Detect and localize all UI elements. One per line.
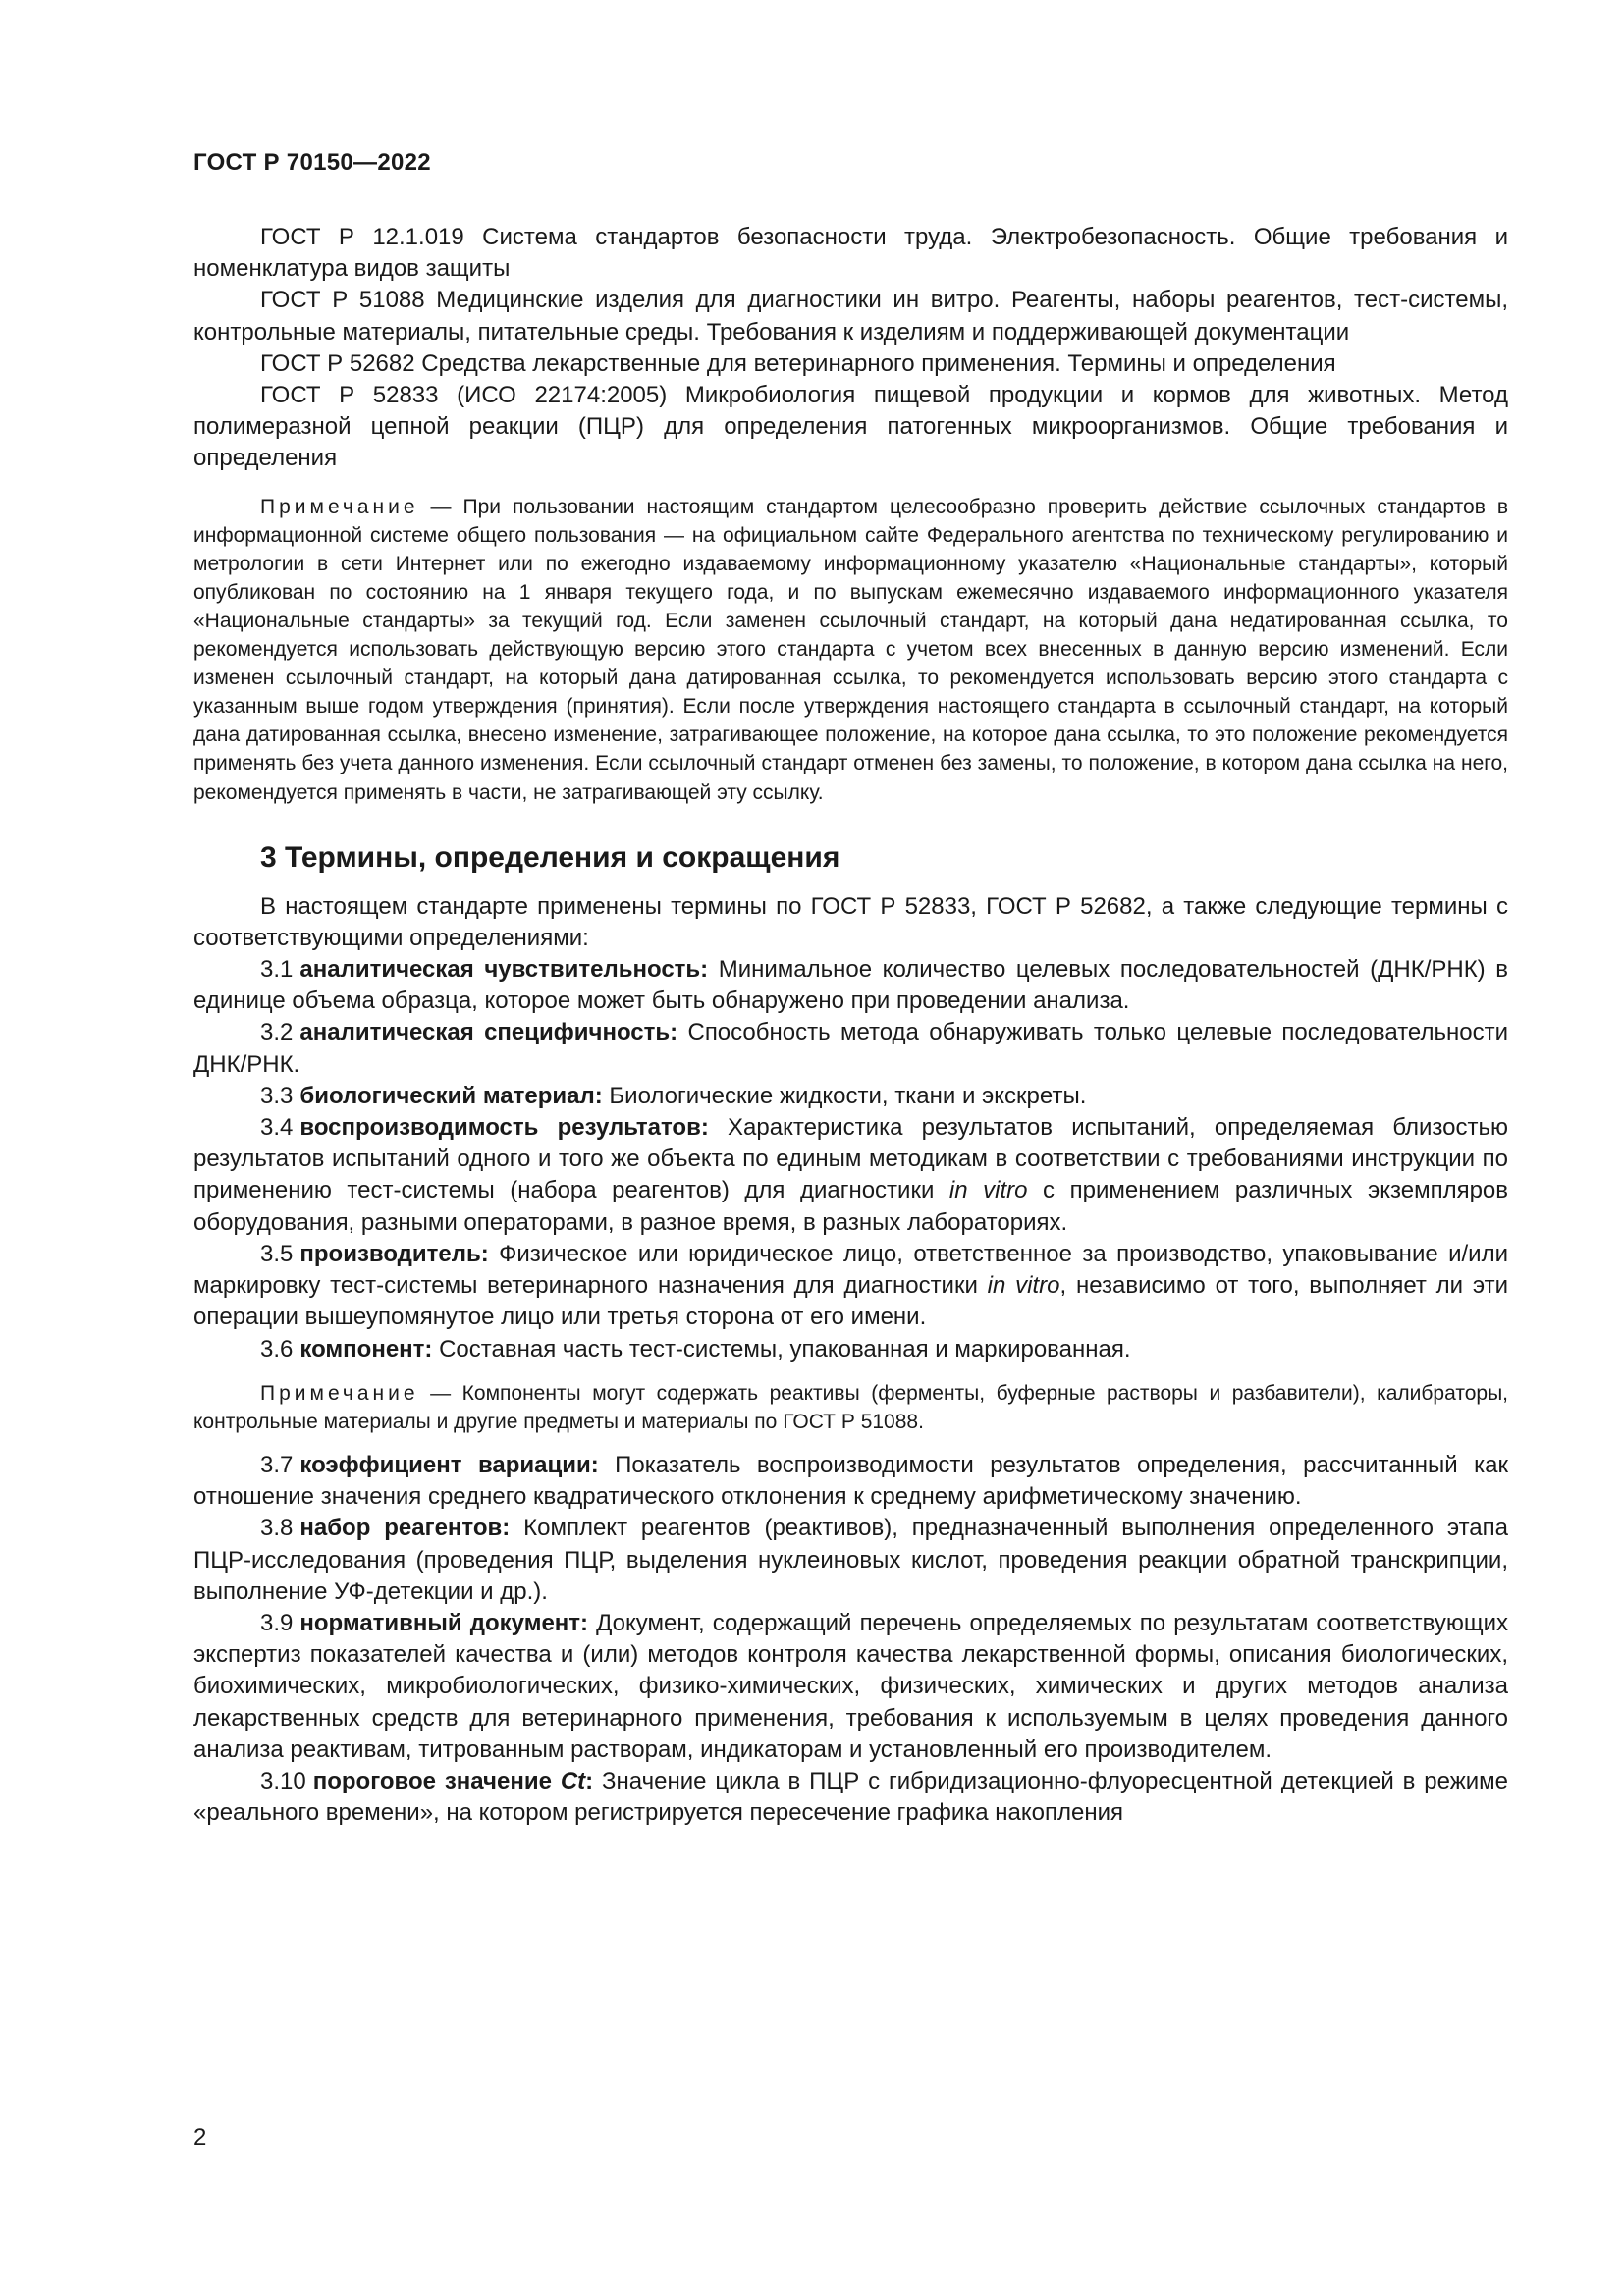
term-name: производитель:	[299, 1240, 489, 1267]
term-definition: Комплект реагентов (реактивов), предназначенный выполнения определенного этапа ПЦР-исследования (проведения ПЦР, выделения нуклеиновых кислот, проведения реакции обратной транскрипции, выполнение УФ-детекции и др.).	[193, 1515, 1508, 1605]
term-name: нормативный документ:	[299, 1609, 589, 1636]
term-entry	[193, 1513, 1508, 1608]
term-italic: in vitro	[987, 1272, 1060, 1300]
term-entry	[193, 1239, 1508, 1334]
page-body	[193, 222, 1508, 1829]
term-name: коэффициент вариации:	[299, 1451, 599, 1478]
term-italic: in vitro	[948, 1177, 1028, 1204]
term-definition: Способность метода обнаруживать только целевые последовательности ДНК/РНК.	[193, 1019, 1508, 1078]
term-number: 3.9	[260, 1609, 294, 1636]
term-definition: Документ, содержащий перечень определяемых по результатам соответствующих экспертиз показателей качества и (или) методов контроля качества лекарственной формы, описания биологических, биохимических, микробиологических, физико-химических, физических, химических и других методов анализа лекарственных средств для ветеринарного применения, требования к используемым в целях проведения данного анализа реактивам, титрованным растворам, индикаторам и установленный его производителем.	[193, 1609, 1508, 1763]
term-definition: Минимальное количество целевых последовательностей (ДНК/РНК) в единице объема образца, которое может быть обнаружено при проведении анализа.	[193, 956, 1508, 1015]
term-entry	[193, 1334, 1508, 1365]
normative-references	[193, 222, 1508, 475]
term-name-italic: Ct	[560, 1767, 586, 1794]
term-name: аналитическая чувствительность:	[299, 956, 709, 984]
term-name: аналитическая специфичность:	[299, 1019, 678, 1046]
term-name: биологический материал:	[299, 1082, 603, 1109]
term-definition: Характеристика результатов испытаний, определяемая близостью результатов испытаний одного и того же объекта по единым методикам в соответствии с требованиями инструкции по применению тест-системы (набора реагентов) для диагностики	[193, 1114, 1508, 1204]
reference-item: ГОСТ Р 52682 Средства лекарственные для ветеринарного применения. Термины и определения	[260, 349, 1336, 377]
term-number: 3.5	[260, 1240, 294, 1267]
term-name: воспроизводимость результатов:	[299, 1114, 709, 1142]
term-name-colon: :	[585, 1767, 594, 1794]
section-heading: 3 Термины, определения и сокращения	[260, 840, 840, 874]
term-definition: , независимо от того, выполняет ли эти операции вышеупомянутое лицо или третья сторона от его имени.	[193, 1272, 1508, 1331]
term-definition: Биологические жидкости, ткани и экскреты.	[602, 1082, 1087, 1109]
term-definition: с применением различных экземпляров оборудования, разными операторами, в разное время, в разных лабораториях.	[193, 1177, 1509, 1236]
page-number: 2	[193, 2124, 207, 2151]
term-definition: Показатель воспроизводимости результатов определения, рассчитанный как отношение значения среднего квадратического отклонения к среднему арифметическому значению.	[193, 1451, 1508, 1511]
term-definition: Физическое или юридическое лицо, ответственное за производство, упаковывание и/или маркировку тест-системы ветеринарного назначения для диагностики	[193, 1240, 1508, 1300]
page-header: ГОСТ Р 70150—2022	[193, 149, 431, 176]
note-label: Примечание	[260, 1381, 419, 1405]
note-text: — Компоненты могут содержать реактивы (ферменты, буферные растворы и разбавители), калибраторы, контрольные материалы и другие предметы и материалы по ГОСТ Р 51088.	[193, 1381, 1508, 1433]
term-number: 3.3	[260, 1082, 294, 1109]
note-text: — При пользовании настоящим стандартом целесообразно проверить действие ссылочных стандартов в информационной системе общего пользования — на официальном сайте Федерального агентства по техническому регулированию и метрологии в сети Интернет или по ежегодно издаваемому информационному указателю «Национальные стандарты», который опубликован по состоянию на 1 января текущего года, и по выпускам ежемесячно издаваемого информационного указателя «Национальные стандарты» за текущий год. Если заменен ссылочный стандарт, на который дана недатированная ссылка, то рекомендуется использовать действующую версию этого стандарта с учетом всех внесенных в данную версию изменений. Если изменен ссылочный стандарт, на который дана датированная ссылка, то рекомендуется использовать версию этого стандарта с указанным выше годом утверждения (принятия). Если после утверждения настоящего стандарта в ссылочный стандарт, на который дана датированная ссылка, внесено изменение, затрагивающее положение, на которое дана ссылка, то это положение рекомендуется применять без учета данного изменения. Если ссылочный стандарт отменен без замены, то положение, в котором дана ссылка на него, рекомендуется применять в части, не затрагивающей эту ссылку.	[193, 495, 1508, 804]
term-number: 3.8	[260, 1515, 294, 1542]
term-definition: Значение цикла в ПЦР с гибридизационно-флуоресцентной детекцией в режиме «реального времени», на котором регистрируется пересечение графика накопления	[193, 1767, 1509, 1827]
section-intro: В настоящем стандарте применены термины по ГОСТ Р 52833, ГОСТ Р 52682, а также следующие термины с соответствующими определениями:	[193, 892, 1508, 951]
term-entry	[193, 1081, 1508, 1112]
reference-item: ГОСТ Р 51088 Медицинские изделия для диагностики ин витро. Реагенты, наборы реагентов, тест-системы, контрольные материалы, питательные среды. Требования к изделиям и поддерживающей документации	[193, 287, 1508, 346]
term-number: 3.7	[260, 1451, 294, 1478]
note-components	[193, 1379, 1508, 1436]
note-label: Примечание	[260, 495, 419, 518]
reference-item: ГОСТ Р 52833 (ИСО 22174:2005) Микробиология пищевой продукции и кормов для животных. Метод полимеразной цепной реакции (ПЦР) для определения патогенных микроорганизмов. Общие требования и определения	[193, 382, 1508, 472]
term-number: 3.1	[260, 956, 294, 984]
term-entry	[193, 1608, 1508, 1766]
terms-list-continued	[193, 1450, 1508, 1829]
term-name	[313, 1768, 593, 1794]
term-entry	[193, 1112, 1508, 1239]
reference-item: ГОСТ Р 12.1.019 Система стандартов безопасности труда. Электробезопасность. Общие требования и номенклатура видов защиты	[193, 224, 1508, 283]
term-entry	[193, 954, 1508, 1017]
term-entry	[193, 1766, 1508, 1829]
term-number: 3.4	[260, 1114, 294, 1142]
term-name: компонент:	[299, 1335, 433, 1362]
term-definition: Составная часть тест-системы, упакованная и маркированная.	[432, 1335, 1131, 1362]
term-name: набор реагентов:	[299, 1515, 511, 1542]
note-references	[193, 493, 1508, 807]
term-entry	[193, 1017, 1508, 1080]
term-name-text: пороговое значение	[312, 1767, 561, 1794]
terms-list	[193, 891, 1508, 1365]
term-number: 3.6	[260, 1335, 294, 1362]
term-number: 3.2	[260, 1019, 294, 1046]
term-number: 3.10	[260, 1767, 306, 1794]
term-entry	[193, 1450, 1508, 1513]
